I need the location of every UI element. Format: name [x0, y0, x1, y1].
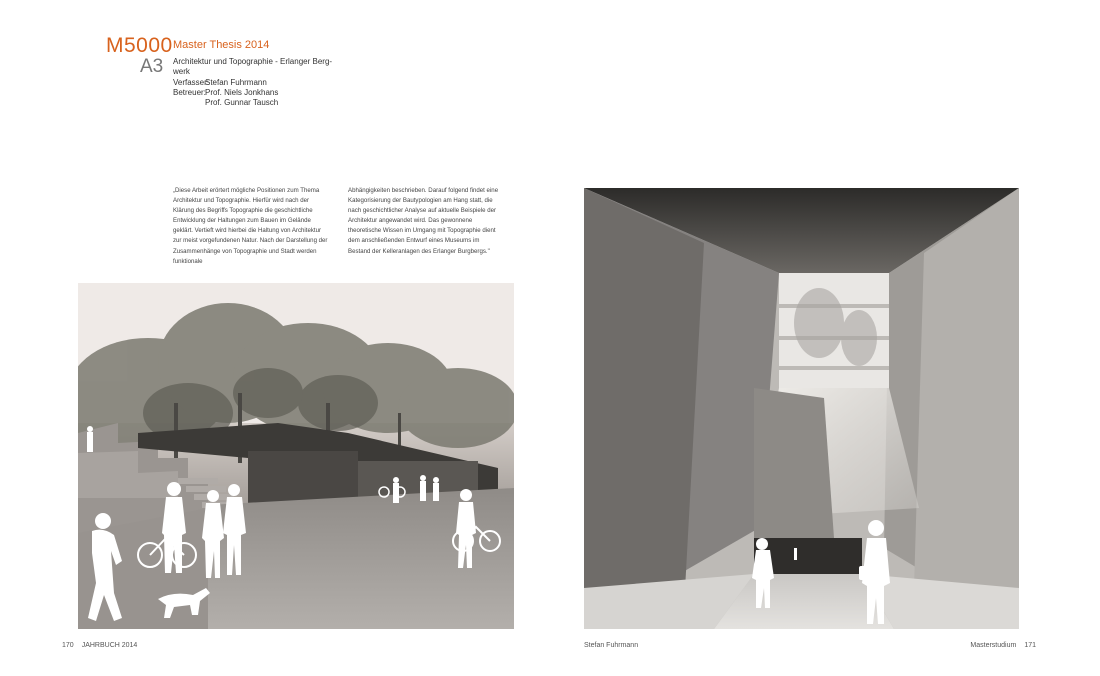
- page-number-left: 170: [62, 642, 74, 649]
- credit-value: Stefan Fuhrmann: [205, 78, 267, 87]
- thesis-code: M5000: [106, 34, 173, 57]
- footer-left-text: JAHRBUCH 2014: [81, 642, 138, 649]
- credit-label: Verfasser:: [173, 78, 210, 87]
- credit-label: Betreuer:: [173, 88, 206, 97]
- credit-value: Prof. Niels Jonkhans: [205, 88, 279, 97]
- credit-supervisor-2: [173, 98, 278, 108]
- credit-supervisor: [173, 88, 278, 98]
- thesis-level: A3: [140, 56, 164, 77]
- body-text-column-2: Abhängigkeiten beschrieben. Darauf folgend findet eine Kategorisierung der Bautypologien am Hang statt, die nach geschichtlicher Analyse auf aktuelle Beispiele der Architektur angewandet wird. Das gewonnene theoretische Wissen im Umgang mit Topographie dient dem anschließenden Entwurf eines Museums im Bestand der Kelleranlagen des Erlanger Burgbergs.": [348, 187, 499, 255]
- footer-left: [62, 642, 137, 649]
- interior-rendering-image: [584, 188, 1019, 629]
- thesis-title: Master Thesis 2014: [173, 39, 270, 51]
- credit-author: [173, 78, 267, 88]
- footer-author: Stefan Fuhrmann: [584, 642, 639, 649]
- body-text-column-1: „Diese Arbeit erörtert mögliche Positionen zum Thema Architektur und Topographie. Hierfür wird nach der Klärung des Begriffs Topographie die geschichtliche Entwicklung der Haltungen zum Bauen im Gelände geklärt. Vertieft wird hierbei die Haltung von Architektur zur meist vorgefundenen Natur. Nach der Darstellung der Zusammenhänge von Topographie und Stadt werden funktionale: [173, 187, 328, 265]
- exterior-rendering-image: [78, 283, 514, 629]
- footer-right-text: Masterstudium: [970, 642, 1017, 649]
- credit-value: Prof. Gunnar Tausch: [205, 98, 279, 107]
- project-title: Architektur und Topographie - Erlanger Berg-werk: [173, 57, 333, 76]
- footer-right: [970, 642, 1036, 649]
- page-number-right: 171: [1024, 642, 1036, 649]
